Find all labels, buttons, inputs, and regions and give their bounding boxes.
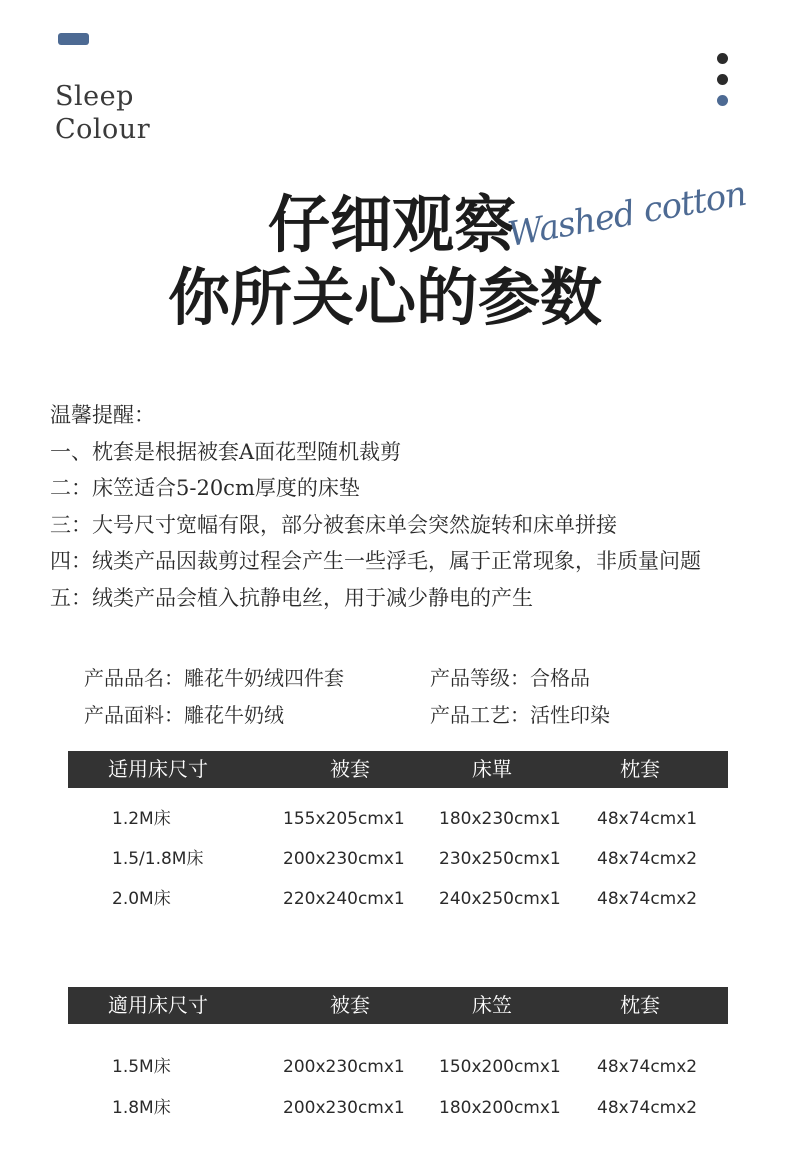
table-cell: 200x230cmx1 <box>283 849 405 869</box>
table-cell: 1.5/1.8M床 <box>112 849 204 869</box>
dot-icon <box>717 74 728 85</box>
table-cell: 1.5M床 <box>112 1057 171 1077</box>
table-cell: 48x74cmx1 <box>597 809 698 829</box>
table-cell: 1.2M床 <box>112 809 171 829</box>
headline-line-2: 你所关心的参数 <box>168 261 603 334</box>
brand-logo <box>55 80 150 146</box>
table-cell: 155x205cmx1 <box>283 809 405 829</box>
product-craft: 产品工艺：活性印染 <box>430 703 610 727</box>
table-row <box>68 799 728 839</box>
note-item: 五：绒类产品会植入抗静电丝，用于减少静电的产生 <box>50 585 533 610</box>
table-cell: 48x74cmx2 <box>597 1057 698 1077</box>
brand-line-2: Colour <box>55 114 151 145</box>
header-cell: 床笠 <box>472 993 512 1017</box>
table-cell: 48x74cmx2 <box>597 889 698 909</box>
product-fabric: 产品面料：雕花牛奶绒 <box>84 703 284 727</box>
table-cell: 180x230cmx1 <box>439 809 561 829</box>
table-cell: 150x200cmx1 <box>439 1057 561 1077</box>
table-cell: 2.0M床 <box>112 889 171 909</box>
dot-icon <box>717 53 728 64</box>
headline-line-1: 仔细观察 <box>268 188 517 261</box>
brand-line-1: Sleep <box>55 81 134 112</box>
size-table-2 <box>68 987 728 1129</box>
product-info-right <box>430 660 610 734</box>
note-item: 二：床笠适合5-20cm厚度的床垫 <box>50 476 360 500</box>
script-overlay-text: Washed cotton <box>505 173 749 255</box>
product-name: 产品品名：雕花牛奶绒四件套 <box>84 666 344 690</box>
note-item: 四：绒类产品因裁剪过程会产生一些浮毛，属于正常现象，非质量问题 <box>50 549 701 573</box>
table-cell: 1.8M床 <box>112 1098 171 1118</box>
header-cell: 適用床尺寸 <box>108 993 208 1017</box>
table-cell: 48x74cmx2 <box>597 1098 698 1118</box>
table-row <box>68 1047 728 1088</box>
dot-icon <box>717 95 728 106</box>
notes-title: 温馨提醒： <box>50 403 155 427</box>
header-cell: 适用床尺寸 <box>108 757 208 781</box>
notes-list <box>50 397 701 616</box>
header-cell: 床單 <box>472 757 512 781</box>
product-info-left <box>84 660 344 734</box>
more-menu-icon <box>717 53 729 116</box>
note-item: 一、枕套是根据被套A面花型随机裁剪 <box>50 439 402 464</box>
table-row <box>68 839 728 879</box>
header-cell: 被套 <box>330 993 370 1017</box>
table-cell: 220x240cmx1 <box>283 889 405 909</box>
table-row <box>68 879 728 919</box>
table-header <box>68 987 728 1024</box>
table-cell: 48x74cmx2 <box>597 849 698 869</box>
table-cell: 200x230cmx1 <box>283 1098 405 1118</box>
size-table-1 <box>68 751 728 919</box>
header-cell: 枕套 <box>620 757 660 781</box>
table-cell: 200x230cmx1 <box>283 1057 405 1077</box>
header-cell: 枕套 <box>620 993 660 1017</box>
table-cell: 180x200cmx1 <box>439 1098 561 1118</box>
product-grade: 产品等级：合格品 <box>430 666 590 690</box>
table-cell: 240x250cmx1 <box>439 889 561 909</box>
accent-bar <box>58 33 89 45</box>
note-item: 三：大号尺寸宽幅有限，部分被套床单会突然旋转和床单拼接 <box>50 512 617 537</box>
table-row <box>68 1088 728 1129</box>
table-header <box>68 751 728 788</box>
header-cell: 被套 <box>330 757 370 781</box>
table-cell: 230x250cmx1 <box>439 849 561 869</box>
